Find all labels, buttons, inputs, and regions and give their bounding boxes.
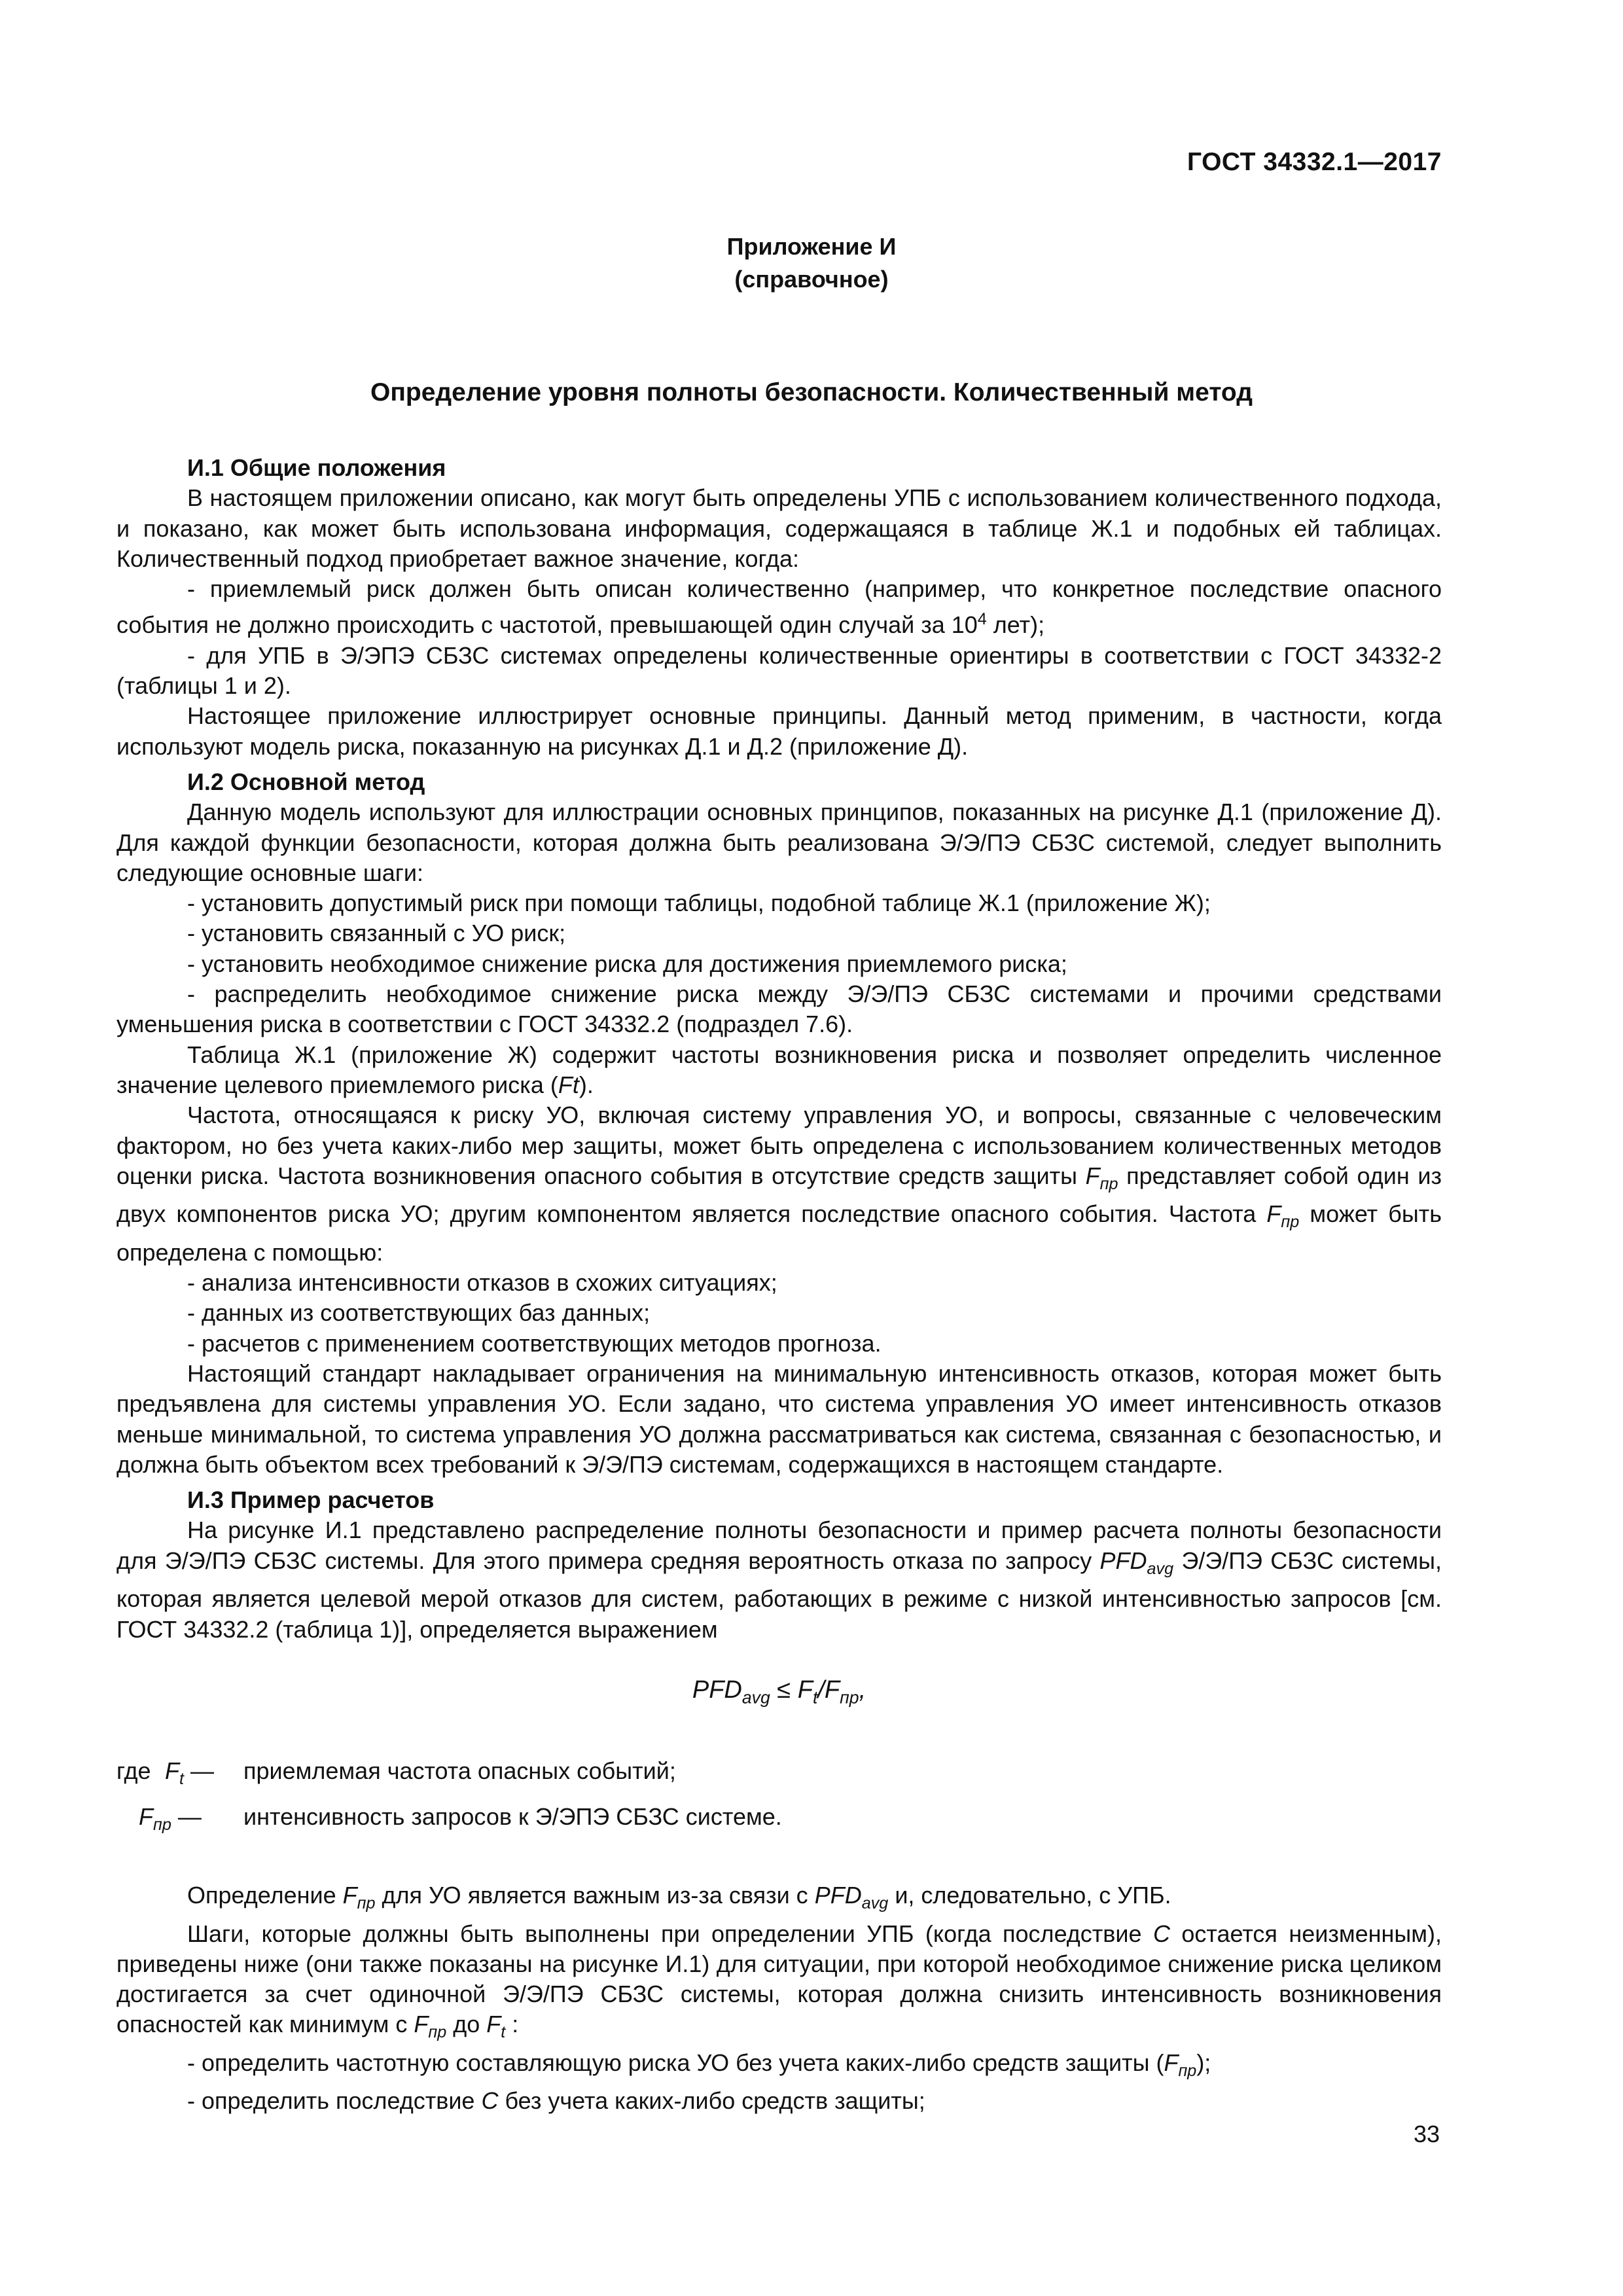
list-item: - распределить необходимое снижение риска между Э/Э/ПЭ СБЗС системами и прочими средствами уменьшения риска в соответствии с ГОСТ 34332.2 (подраздел 7.6). [116,980,1442,1038]
list-item: - определить частотную составляющую риска УО без учета каких-либо средств защиты $(F_{пр})$; [187,2049,1211,2081]
annex-title: Приложение И [726,233,897,260]
annex-subtitle: (справочное) [734,266,889,293]
section-heading-1: И.1 Общие положения [187,454,446,481]
section-heading-2: И.2 Основной метод [187,768,425,795]
definition-symbol: $F_{пр}$ — [139,1803,202,1835]
definition-symbol: $F_t$ — [165,1757,215,1788]
list-item: - анализа интенсивности отказов в схожих ситуациях; [187,1269,777,1297]
paragraph: Данную модель используют для иллюстрации основных принципов, показанных на рисунке Д.1 (приложение Д). Для каждой функции безопасности, которая должна быть реализована Э/Э/ПЭ СБЗС системой, следует выполнить следующие основные шаги: [116,798,1442,886]
paragraph: Настоящее приложение иллюстрирует основные принципы. Данный метод применим, в частности, когда используют модель риска, показанную на рисунках Д.1 и Д.2 (приложение Д). [116,702,1442,760]
formula: $PFD_{avg} \le F_t/F_{пр}$, [692,1676,866,1708]
paragraph: Настоящий стандарт накладывает ограничения на минимальную интенсивность отказов, которая может быть предъявлена для системы управления УО. Если задано, что система управления УО имеет интенсивность отказов меньше минимальной, то система управления УО должна рассматриваться как система, связанная с безопасностью, и должна быть объектом всех требований к Э/Э/ПЭ системам, содержащихся в настоящем стандарте. [116,1359,1442,1478]
paragraph: Таблица Ж.1 (приложение Ж) содержит частоты возникновения риска и позволяет определить численное значение целевого приемлемого риска (Ft). [116,1041,1442,1098]
paragraph: В настоящем приложении описано, как могут быть определены УПБ с использованием количественного подхода, и показано, как может быть использована информация, содержащаяся в таблице Ж.1 и подобных ей таблицах. Количественный подход приобретает важное значение, когда: [116,484,1442,572]
list-item: - данных из соответствующих баз данных; [187,1299,651,1327]
definition-text: интенсивность запросов к Э/ЭПЭ СБЗС системе. [243,1803,782,1830]
where-label: где [116,1757,151,1784]
document-title: Определение уровня полноты безопасности. Количественный метод [370,378,1253,406]
list-item: - приемлемый риск должен быть описан количественно (например, что конкретное последствие опасного события не должно происходить с частотой, превышающей один случай за $10^4$ лет); [116,575,1442,639]
list-item: - установить допустимый риск при помощи таблицы, подобной таблице Ж.1 (приложение Ж); [187,889,1211,917]
annex-heading [0,230,1623,296]
list-item: - определить последствие C без учета каких-либо средств защиты; [187,2087,925,2115]
definition-row [116,1798,1442,1844]
list-item: - расчетов с применением соответствующих методов прогноза. [187,1329,882,1357]
paragraph: На рисунке И.1 представлено распределение полноты безопасности и пример расчета полноты безопасности для Э/Э/ПЭ СБЗС системы. Для этого примера средняя вероятность отказа по запросу $PFD_{avg}$ Э/Э/ПЭ СБЗС системы, которая является целевой мерой отказов для систем, работающих в режиме с низкой интенсивностью запросов [см. ГОСТ 34332.2 (таблица 1)], определяется выражением [116,1516,1442,1643]
paragraph: Частота, относящаяся к риску УО, включая систему управления УО, и вопросы, связанные с человеческим фактором, но без учета каких-либо мер защиты, может быть определена с использованием количественных методов оценки риска. Частота возникновения опасного события в отсутствие средств защиты $F_{пр}$ представляет собой один из двух компонентов риска УО; другим компонентом является последствие опасного события. Частота $F_{пр}$ может быть определена с помощью: [116,1102,1442,1266]
list-item: - для УПБ в Э/ЭПЭ СБЗС системах определены количественные ориентиры в соответствии с ГОСТ 34332-2 (таблицы 1 и 2). [116,641,1442,700]
list-item: - установить необходимое снижение риска для достижения приемлемого риска; [187,950,1067,977]
document-body [116,453,1442,2117]
definition-row [116,1752,1442,1798]
paragraph: Определение $F_{пр}$ для УО является важным из-за связи с $PFD_{avg}$ и, следовательно, с УПБ. [187,1882,1171,1913]
standard-number: ГОСТ 34332.1—2017 [1186,148,1442,176]
page-number: 33 [1413,2121,1440,2147]
variable-definitions [116,1752,1442,1844]
section-heading-3: И.3 Пример расчетов [187,1486,435,1514]
definition-text: приемлемая частота опасных событий; [243,1757,676,1784]
list-item: - установить связанный с УО риск; [187,920,566,947]
paragraph: Шаги, которые должны быть выполнены при определении УПБ (когда последствие C остается неизменным), приведены ниже (они также показаны на рисунке И.1) для ситуации, при которой необходимое снижение риска целиком достигается за счет одиночной Э/Э/ПЭ СБЗС системы, которая должна снизить интенсивность возникновения опасностей как минимум с $F_{пр}$ до $F_t$ : [116,1920,1442,2042]
